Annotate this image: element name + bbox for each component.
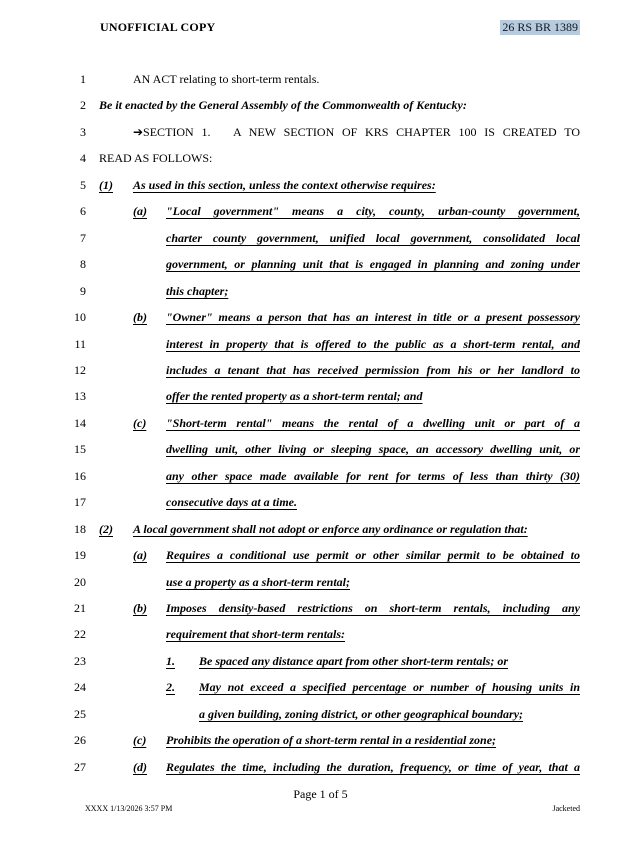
line-text: May not exceed a specified percentage or number of housing units in xyxy=(199,680,580,695)
line-text: consecutive days at a time. xyxy=(166,495,297,510)
line-number: 13 xyxy=(74,389,86,404)
line-number: 6 xyxy=(80,204,86,219)
line-text: As used in this section, unless the context otherwise requires: xyxy=(133,177,436,192)
line-marker: (a) xyxy=(133,548,147,563)
line-number: 19 xyxy=(74,548,86,563)
line-text: READ AS FOLLOWS: xyxy=(99,151,213,166)
line-text: Requires a conditional use permit or other similar permit to be obtained to xyxy=(166,548,580,563)
doc-line xyxy=(0,387,641,409)
doc-line xyxy=(0,123,641,145)
line-number: 9 xyxy=(80,283,86,298)
line-text: includes a tenant that has received permission from his or her landlord to xyxy=(166,362,580,377)
line-marker: (b) xyxy=(133,601,147,615)
doc-line xyxy=(0,520,641,542)
line-text: dwelling unit, other living or sleeping space, an accessory dwelling unit, or xyxy=(166,442,580,457)
line-number: 10 xyxy=(74,310,86,325)
line-number: 15 xyxy=(74,442,86,457)
header-unofficial-copy: UNOFFICIAL COPY xyxy=(100,20,216,34)
line-number: 3 xyxy=(80,124,86,139)
doc-line xyxy=(0,731,641,753)
line-text: AN ACT relating to short-term rentals. xyxy=(133,72,320,86)
line-text: "Local government" means a city, county, urban-county government, xyxy=(166,204,580,219)
line-number: 14 xyxy=(74,415,86,430)
line-text: interest in property that is offered to the public as a short-term rental, and xyxy=(166,336,580,351)
line-number: 8 xyxy=(80,257,86,272)
footer-jacketed-label: Jacketed xyxy=(552,804,580,813)
line-marker: 1. xyxy=(166,653,175,668)
doc-line xyxy=(0,705,641,727)
doc-line xyxy=(0,625,641,647)
line-number: 4 xyxy=(80,151,86,166)
footer-timestamp: XXXX 1/13/2026 3:57 PM xyxy=(85,804,173,813)
line-text: requirement that short-term rentals: xyxy=(166,627,346,642)
doc-line xyxy=(0,96,641,118)
line-marker: (b) xyxy=(133,310,147,325)
line-number: 12 xyxy=(74,362,86,377)
line-marker: (a) xyxy=(133,204,147,219)
line-text: a given building, zoning district, or other geographical boundary; xyxy=(199,706,524,721)
line-text: "Short-term rental" means the rental of a dwelling unit or part of a xyxy=(166,415,580,430)
line-text: Regulates the time, including the duration, frequency, or time of year, that a xyxy=(166,759,580,774)
line-text: charter county government, unified local government, consolidated local xyxy=(166,230,580,245)
line-number: 17 xyxy=(74,495,86,510)
doc-line xyxy=(0,361,641,383)
line-number: 7 xyxy=(80,230,86,245)
line-number: 11 xyxy=(74,336,86,351)
doc-line xyxy=(0,70,641,92)
doc-line xyxy=(0,652,641,674)
line-text: use a property as a short-term rental; xyxy=(166,574,351,589)
line-number: 5 xyxy=(80,177,86,192)
line-marker: (c) xyxy=(133,415,147,430)
line-text: Prohibits the operation of a short-term rental in a residential zone; xyxy=(166,733,497,748)
line-number: 18 xyxy=(74,521,86,536)
line-number: 2 xyxy=(80,98,86,113)
doc-line xyxy=(0,229,641,251)
line-number: 20 xyxy=(74,574,86,589)
doc-line xyxy=(0,255,641,277)
line-text: A local government shall not adopt or enforce any ordinance or regulation that: xyxy=(133,521,528,536)
line-text: this chapter; xyxy=(166,283,229,298)
doc-line xyxy=(0,493,641,515)
line-number: 1 xyxy=(80,72,86,86)
line-text: Be it enacted by the General Assembly of the Commonwealth of Kentucky: xyxy=(99,98,467,113)
line-number: 21 xyxy=(74,601,86,615)
line-number: 22 xyxy=(74,627,86,642)
doc-line xyxy=(0,599,641,621)
doc-line xyxy=(0,308,641,330)
line-number: 27 xyxy=(74,759,86,774)
doc-line xyxy=(0,758,641,780)
line-marker: (d) xyxy=(133,759,147,774)
doc-line xyxy=(0,414,641,436)
line-number: 23 xyxy=(74,653,86,668)
doc-line xyxy=(0,678,641,700)
line-number: 26 xyxy=(74,733,86,748)
doc-line xyxy=(0,176,641,198)
doc-line xyxy=(0,202,641,224)
doc-line xyxy=(0,335,641,357)
line-text: ➔SECTION 1. A NEW SECTION OF KRS CHAPTER 100 IS CREATED TO xyxy=(133,124,580,139)
doc-line xyxy=(0,573,641,595)
doc-line xyxy=(0,467,641,489)
doc-line xyxy=(0,149,641,171)
line-number: 25 xyxy=(74,706,86,721)
doc-line xyxy=(0,440,641,462)
doc-line xyxy=(0,282,641,304)
line-text: "Owner" means a person that has an interest in title or a present possessory xyxy=(166,310,580,325)
line-text: offer the rented property as a short-term rental; and xyxy=(166,389,423,404)
line-marker: (c) xyxy=(133,733,147,748)
line-text: government, or planning unit that is engaged in planning and zoning under xyxy=(166,257,580,272)
line-marker: (1) xyxy=(99,177,113,192)
line-text: Be spaced any distance apart from other short-term rentals; or xyxy=(199,653,509,668)
line-text: any other space made available for rent for terms of less than thirty (30) xyxy=(166,468,580,483)
line-number: 24 xyxy=(74,680,86,695)
doc-line xyxy=(0,546,641,568)
line-marker: (2) xyxy=(99,521,113,536)
line-text: Imposes density-based restrictions on short-term rentals, including any xyxy=(166,601,580,615)
line-number: 16 xyxy=(74,468,86,483)
footer-page-indicator: Page 1 of 5 xyxy=(293,787,348,801)
header-bill-number-badge: 26 RS BR 1389 xyxy=(502,20,578,34)
line-marker: 2. xyxy=(166,680,175,695)
